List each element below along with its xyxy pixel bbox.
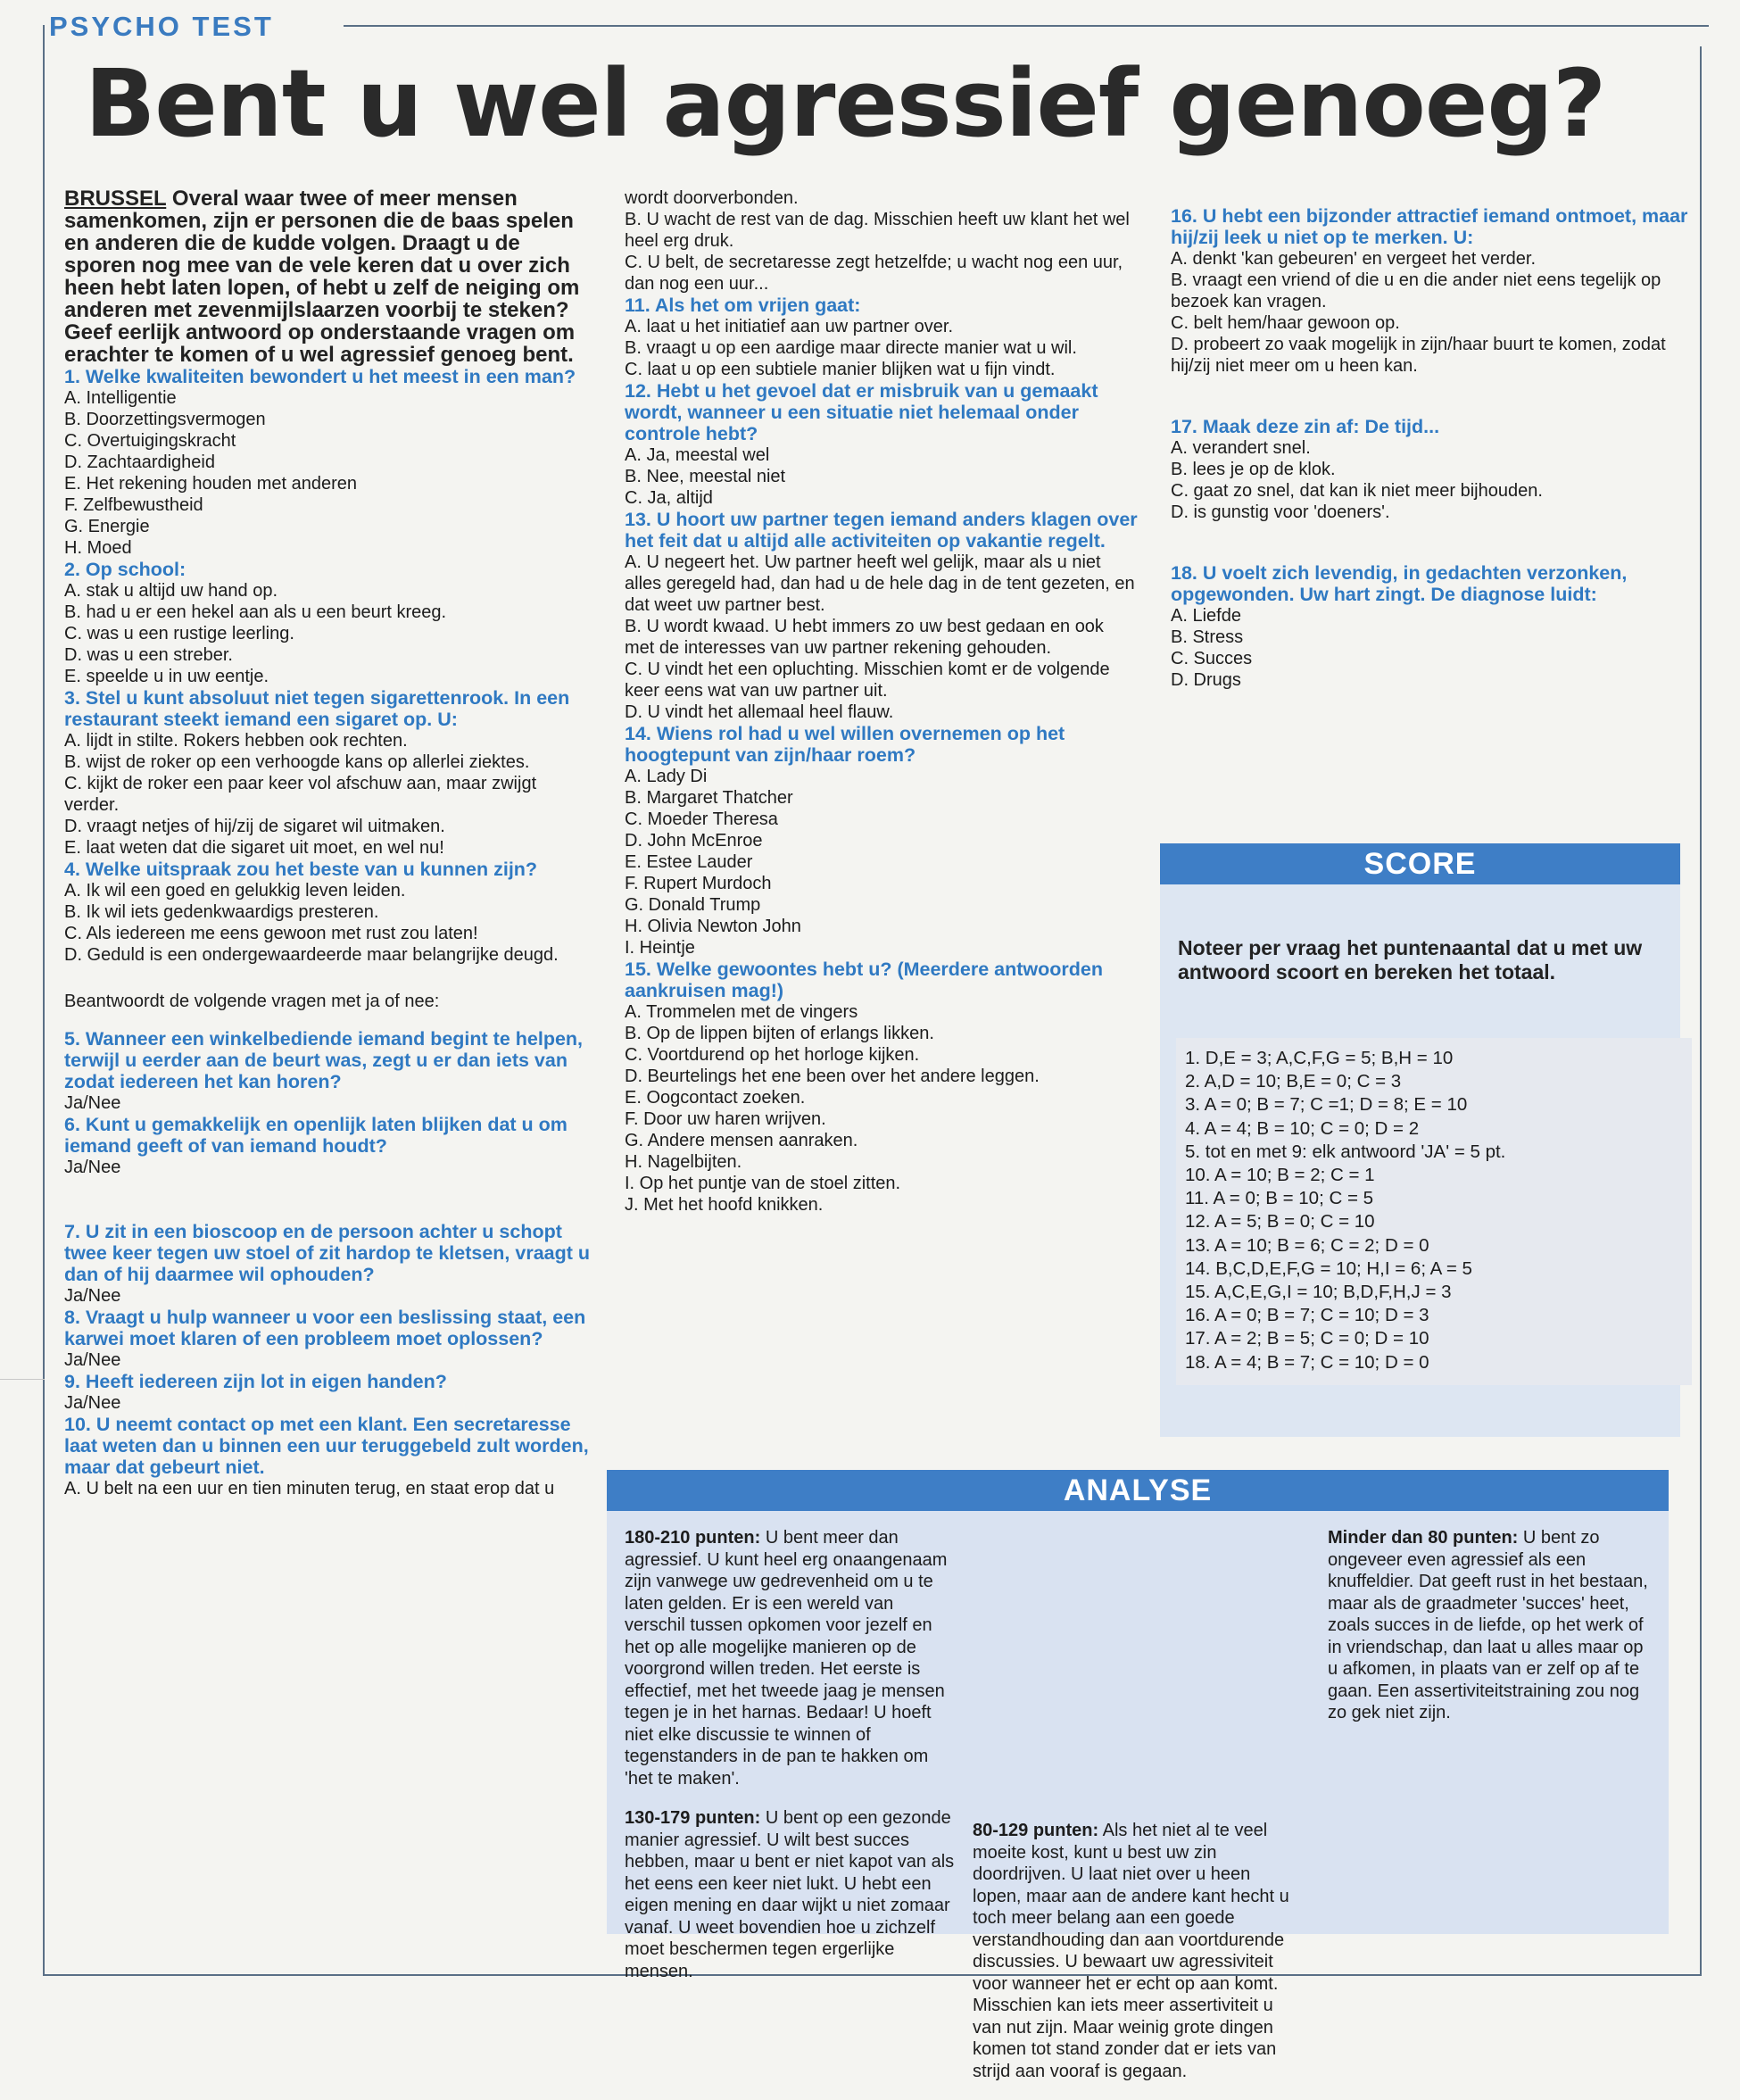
question-title: 15. Welke gewoontes hebt u? (Meerdere antwoorden aankruisen mag!) — [625, 959, 1104, 1001]
question-title: 1. Welke kwaliteiten bewondert u het meest in een man? — [64, 366, 576, 387]
question-title: 8. Vraagt u hulp wanneer u voor een beslissing staat, een karwei moet klaren of een probleem moet oplossen? — [64, 1307, 586, 1349]
question-title: 4. Welke uitspraak zou het beste van u kunnen zijn? — [64, 859, 538, 880]
answer-option: A. Ik wil een goed en gelukkig leven leiden. — [64, 881, 406, 901]
question-title: 6. Kunt u gemakkelijk en openlijk laten blijken dat u om iemand geeft of van iemand houdt? — [64, 1114, 568, 1157]
score-line: 11. A = 0; B = 10; C = 5 — [1185, 1188, 1374, 1209]
answer-option: D. Zachtaardigheid — [64, 452, 215, 472]
answer-option: A. laat u het initiatief aan uw partner over. — [625, 317, 953, 336]
answer-option: G. Donald Trump — [625, 895, 761, 915]
score-line: 16. A = 0; B = 7; C = 10; D = 3 — [1185, 1305, 1429, 1326]
answer-option: C. Succes — [1171, 649, 1253, 668]
score-line: 18. A = 4; B = 7; C = 10; D = 0 — [1185, 1351, 1429, 1373]
question-4 — [64, 859, 591, 966]
range-text: U bent op een gezonde manier agressief. U wilt best succes hebben, maar u bent er niet kapot van als het eens een keer niet lukt. U hebt een eigen mening en daar wijkt u niet zomaar vanaf. U weet bovendien hoe u zichzelf moet beschermen tegen ergerlijke mensen. — [625, 1808, 955, 1981]
answer-option: C. U vindt het een opluchting. Misschien komt er de volgende keer eens wat van uw partner uit. — [625, 660, 1110, 701]
answer-option: B. wijst de roker op een verhoogde kans op allerlei ziektes. — [64, 752, 530, 772]
answer-option: C. belt hem/haar gewoon op. — [1171, 313, 1400, 333]
answer-option: B. Margaret Thatcher — [625, 788, 793, 808]
answer-option: D. Beurtelings het ene been over het andere leggen. — [625, 1067, 1040, 1086]
analyse-box — [607, 1470, 1669, 2081]
answer-option: A. Ja, meestal wel — [625, 445, 770, 465]
analyse-column-1 — [625, 1527, 955, 2000]
score-line: 12. A = 5; B = 0; C = 10 — [1185, 1211, 1375, 1233]
analyse-range-under-80 — [1328, 1527, 1653, 1724]
answer-option: C. U belt, de secretaresse zegt hetzelfde; u wacht nog een uur, dan nog een uur... — [625, 253, 1123, 294]
answer-option: H. Nagelbijten. — [625, 1152, 742, 1172]
answer-option: C. laat u op een subtiele manier blijken wat u fijn vindt. — [625, 360, 1056, 379]
answer-option: A. Intelligentie — [64, 388, 177, 408]
answer-option: D. Drugs — [1171, 670, 1241, 690]
answer-option: B. had u er een hekel aan als u een beurt kreeg. — [64, 602, 447, 622]
answer-option: B. Op de lippen bijten of erlangs likken. — [625, 1024, 934, 1043]
answer-option: A. lijdt in stilte. Rokers hebben ook rechten. — [64, 731, 408, 751]
score-line: 10. A = 10; B = 2; C = 1 — [1185, 1165, 1375, 1186]
range-label: 180-210 punten: — [625, 1528, 761, 1548]
intro-city: BRUSSEL — [64, 187, 167, 211]
question-17 — [1171, 416, 1693, 523]
answer-option: E. Oogcontact zoeken. — [625, 1088, 806, 1108]
score-line: 17. A = 2; B = 5; C = 0; D = 10 — [1185, 1328, 1429, 1349]
answer-option: F. Rupert Murdoch — [625, 874, 772, 893]
answer-option: B. U wordt kwaad. U hebt immers zo uw best gedaan en ook met de interesses van uw partner rekening gehouden. — [625, 617, 1104, 658]
range-label: Minder dan 80 punten: — [1328, 1528, 1519, 1548]
yes-no-answer: Ja/Nee — [64, 1093, 121, 1113]
answer-option: B. Doorzettingsvermogen — [64, 410, 266, 429]
page-title: Bent u wel agressief genoeg? — [85, 49, 1606, 158]
question-9 — [64, 1371, 591, 1414]
answer-option: B. vraagt een vriend of die u en die ander niet eens tegelijk op bezoek kan vragen. — [1171, 270, 1661, 311]
question-15 — [625, 959, 1138, 1216]
answer-option: C. Ja, altijd — [625, 488, 713, 508]
question-title: 9. Heeft iedereen zijn lot in eigen handen? — [64, 1371, 447, 1392]
question-14 — [625, 723, 1138, 959]
question-title: 17. Maak deze zin af: De tijd... — [1171, 416, 1440, 437]
answer-option: A. Trommelen met de vingers — [625, 1002, 858, 1022]
answer-option: H. Olivia Newton John — [625, 917, 801, 936]
yes-no-answer: Ja/Nee — [64, 1350, 121, 1370]
answer-option: A. U negeert het. Uw partner heeft wel gelijk, maar als u niet alles geregeld had, dan had u de hele dag in de tent gezeten, en dat weet uw partner best. — [625, 552, 1135, 615]
answer-option: I. Heintje — [625, 938, 695, 958]
analyse-range-130-179 — [625, 1807, 955, 1982]
score-line: 1. D,E = 3; A,C,F,G = 5; B,H = 10 — [1185, 1048, 1454, 1068]
range-label: 130-179 punten: — [625, 1808, 761, 1828]
answer-option: F. Door uw haren wrijven. — [625, 1109, 826, 1129]
answer-option: C. was u een rustige leerling. — [64, 624, 294, 643]
answer-option: B. U wacht de rest van de dag. Misschien heeft uw klant het wel heel erg druk. — [625, 210, 1130, 251]
answer-option: G. Andere mensen aanraken. — [625, 1131, 858, 1150]
question-title: 12. Hebt u het gevoel dat er misbruik van u gemaakt wordt, wanneer u een situatie niet helemaal onder controle hebt? — [625, 380, 1098, 444]
answer-option: C. kijkt de roker een paar keer vol afschuw aan, maar zwijgt verder. — [64, 774, 537, 815]
column-2 — [625, 187, 1138, 1216]
answer-option: C. Moeder Theresa — [625, 809, 778, 829]
answer-option: E. speelde u in uw eentje. — [64, 667, 269, 686]
answer-option: A. verandert snel. — [1171, 438, 1311, 458]
question-10 — [64, 1414, 591, 1499]
answer-option: B. Nee, meestal niet — [625, 467, 786, 486]
intro — [64, 187, 591, 366]
column-3 — [1171, 205, 1693, 691]
answer-option: A. stak u altijd uw hand op. — [64, 581, 278, 601]
question-10-continued — [625, 187, 1138, 295]
answer-option: A. U belt na een uur en tien minuten terug, en staat erop dat u — [64, 1479, 555, 1498]
answer-option: D. U vindt het allemaal heel flauw. — [625, 702, 894, 722]
answer-option: D. probeert zo vaak mogelijk in zijn/haar buurt te komen, zodat hij/zij niet meer om u heen kan. — [1171, 335, 1666, 376]
answer-option: B. vraagt u op een aardige maar directe manier wat u wil. — [625, 338, 1077, 358]
score-heading: SCORE — [1160, 843, 1680, 884]
answer-option: B. Ik wil iets gedenkwaardigs presteren. — [64, 902, 379, 922]
question-1 — [64, 366, 591, 559]
question-16 — [1171, 205, 1693, 377]
range-text: U bent zo ongeveer even agressief als een knuffeldier. Dat geeft rust in het bestaan, maar als de graadmeter 'succes' heet, zoals succes in de liefde, op het werk of in vriendschap, dan laat u alles maar op u afkomen, in plaats van er zelf op af te gaan. Een assertiviteitstraining zou nog zo gek niet zijn. — [1328, 1528, 1648, 1722]
question-title: 18. U voelt zich levendig, in gedachten verzonken, opgewonden. Uw hart zingt. De diagnose luidt: — [1171, 562, 1628, 605]
question-18 — [1171, 562, 1693, 691]
score-line: 5. tot en met 9: elk antwoord 'JA' = 5 pt. — [1185, 1141, 1506, 1162]
answer-option: B. Stress — [1171, 627, 1244, 647]
answer-option: D. John McEnroe — [625, 831, 763, 851]
answer-option: E. Het rekening houden met anderen — [64, 474, 357, 494]
paper-crease — [0, 1379, 45, 1380]
answer-option: D. is gunstig voor 'doeners'. — [1171, 502, 1390, 522]
answer-option: I. Op het puntje van de stoel zitten. — [625, 1174, 901, 1193]
analyse-column-3 — [1328, 1527, 1653, 1742]
score-line: 3. A = 0; B = 7; C =1; D = 8; E = 10 — [1185, 1094, 1468, 1116]
question-title: 14. Wiens rol had u wel willen overnemen op het hoogtepunt van zijn/haar roem? — [625, 723, 1065, 766]
score-line: 2. A,D = 10; B,E = 0; C = 3 — [1185, 1071, 1402, 1092]
question-8 — [64, 1307, 591, 1371]
answer-option: A. denkt 'kan gebeuren' en vergeet het verder. — [1171, 249, 1537, 269]
answer-option: E. Estee Lauder — [625, 852, 753, 872]
range-text: Als het niet al te veel moeite kost, kunt u best uw zin doordrijven. U laat niet over u heen lopen, maar aan de andere kant hecht u toch meer belang aan een goede verstandhouding dan aan voortdurende discussies. U bewaart uw agressiviteit voor wanneer het er echt op aan komt. Misschien kan iets meer assertiviteit u van nut zijn. Maar weinig grote dingen komen tot stand zonder dat er iets van strijd aan vooraf is gegaan. — [973, 1821, 1289, 2081]
answer-option: C. Overtuigingskracht — [64, 431, 236, 451]
section-tag: PSYCHO TEST — [49, 11, 274, 42]
yes-no-answer: Ja/Nee — [64, 1158, 121, 1177]
analyse-range-80-129 — [973, 1820, 1303, 2082]
header-rule — [344, 25, 1709, 27]
answer-option: A. Liefde — [1171, 606, 1241, 626]
answer-option: J. Met het hoofd knikken. — [625, 1195, 824, 1215]
column-1 — [64, 187, 591, 1499]
yes-no-answer: Ja/Nee — [64, 1393, 121, 1413]
range-label: 80-129 punten: — [973, 1821, 1099, 1840]
answer-option: A. Lady Di — [625, 767, 708, 786]
analyse-column-2b — [973, 1820, 1303, 2100]
score-line: 4. A = 4; B = 10; C = 0; D = 2 — [1185, 1117, 1420, 1139]
yes-no-answer: Ja/Nee — [64, 1286, 121, 1306]
question-3 — [64, 687, 591, 859]
answer-option: E. laat weten dat die sigaret uit moet, en wel nu! — [64, 838, 444, 858]
question-11 — [625, 295, 1138, 380]
score-line: 13. A = 10; B = 6; C = 2; D = 0 — [1185, 1234, 1429, 1256]
question-title: 13. U hoort uw partner tegen iemand anders klagen over het feit dat u altijd alle activiteiten op vakantie regelt. — [625, 509, 1138, 552]
question-title: 11. Als het om vrijen gaat: — [625, 295, 861, 316]
question-13 — [625, 509, 1138, 723]
score-line: 14. B,C,D,E,F,G = 10; H,I = 6; A = 5 — [1185, 1258, 1472, 1279]
question-5 — [64, 1028, 591, 1114]
score-box — [1160, 843, 1680, 1437]
question-6 — [64, 1114, 591, 1178]
analyse-range-180-210 — [625, 1527, 955, 1789]
question-title: 7. U zit in een bioscoop en de persoon achter u schopt twee keer tegen uw stoel of zit hardop te kletsen, vraagt u dan of hij daarmee wil ophouden? — [64, 1221, 591, 1285]
yes-no-instruction: Beantwoordt de volgende vragen met ja of nee: — [64, 992, 440, 1011]
answer-option: F. Zelfbewustheid — [64, 495, 203, 515]
answer-option: D. Geduld is een ondergewaardeerde maar belangrijke deugd. — [64, 945, 559, 965]
question-7 — [64, 1221, 591, 1307]
answer-option: D. vraagt netjes of hij/zij de sigaret wil uitmaken. — [64, 817, 445, 836]
answer-option: C. Voortdurend op het horloge kijken. — [625, 1045, 920, 1065]
question-2 — [64, 559, 591, 687]
question-title: 10. U neemt contact op met een klant. Een secretaresse laat weten dan u binnen een uur teruggebeld zult worden, maar dat gebeurt niet. — [64, 1414, 589, 1478]
answer-option: H. Moed — [64, 538, 132, 558]
answer-option: D. was u een streber. — [64, 645, 233, 665]
answer-option: B. lees je op de klok. — [1171, 460, 1336, 479]
analyse-heading: ANALYSE — [607, 1470, 1669, 1511]
answer-option: wordt doorverbonden. — [625, 188, 799, 208]
question-title: 5. Wanneer een winkelbediende iemand begint te helpen, terwijl u eerder aan de beurt was, zegt u er dan iets van zodat iedereen het kan horen? — [64, 1028, 584, 1092]
intro-text: Overal waar twee of meer mensen samenkomen, zijn er personen die de baas spelen en anderen die de kudde volgen. Draagt u de sporen nog mee van de vele keren dat u over zich heen hebt laten lopen, of hebt u zelf de neiging om anderen met zevenmijlslaarzen voorbij te steken? Geef eerlijk antwoord op onderstaande vragen om erachter te komen of u wel agressief genoeg bent. — [64, 187, 580, 367]
question-title: 2. Op school: — [64, 559, 186, 580]
answer-option: G. Energie — [64, 517, 150, 536]
question-title: 3. Stel u kunt absoluut niet tegen sigarettenrook. In een restaurant steekt iemand een sigaret op. U: — [64, 687, 570, 730]
answer-option: C. Als iedereen me eens gewoon met rust zou laten! — [64, 924, 478, 943]
score-key-list — [1176, 1038, 1692, 1385]
question-12 — [625, 380, 1138, 509]
frame-edge — [43, 25, 45, 48]
question-title: 16. U hebt een bijzonder attractief iemand ontmoet, maar hij/zij leek u niet op te merken. U: — [1171, 205, 1688, 248]
score-instruction: Noteer per vraag het puntenaantal dat u met uw antwoord scoort en bereken het totaal. — [1178, 936, 1643, 984]
score-line: 15. A,C,E,G,I = 10; B,D,F,H,J = 3 — [1185, 1282, 1452, 1303]
range-text: U bent meer dan agressief. U kunt heel erg onaangenaam zijn vanwege uw gedrevenheid om u te laten gelden. Er is een wereld van verschil tussen opkomen voor jezelf en het op alle mogelijke manieren op de voorgrond willen treden. Het eerste is effectief, met het tweede jaag je mensen tegen je in het harnas. Bedaar! U hoeft niet elke discussie te winnen of tegenstanders in de pan te hakken om 'het te maken'. — [625, 1528, 948, 1789]
answer-option: C. gaat zo snel, dat kan ik niet meer bijhouden. — [1171, 481, 1543, 501]
